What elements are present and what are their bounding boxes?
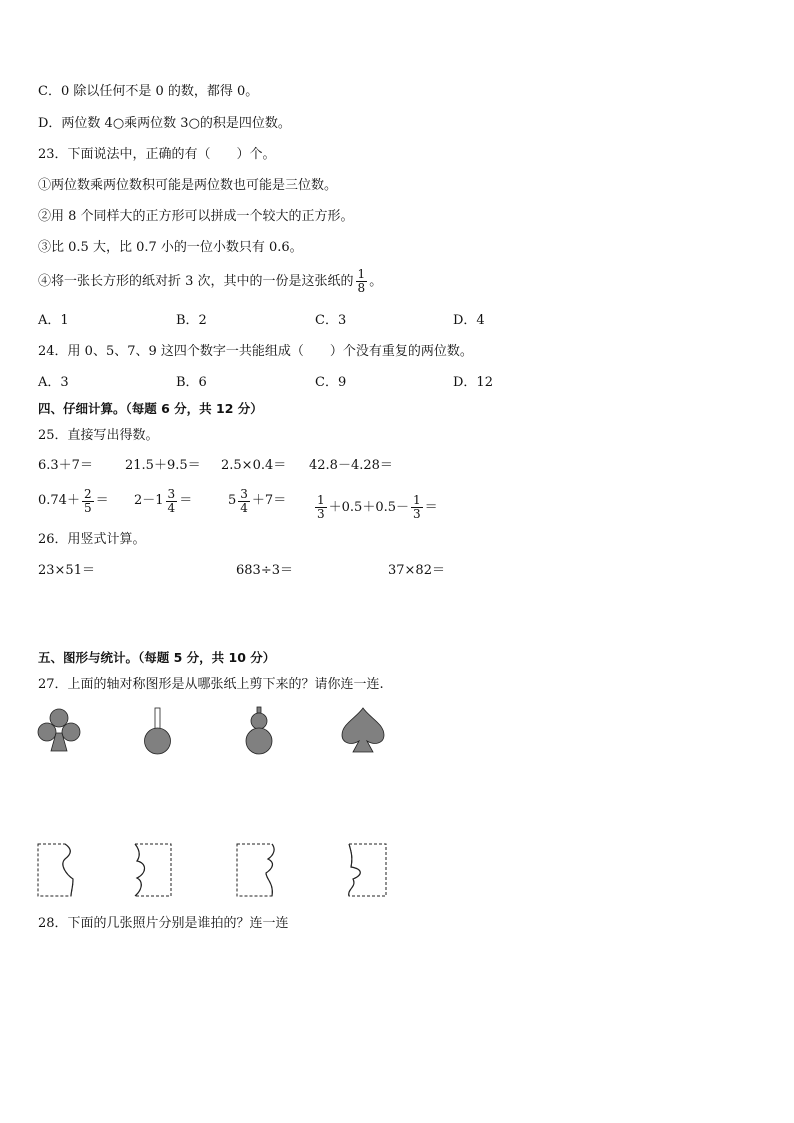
- cut-paper-2: [129, 843, 173, 897]
- expr-text: ＋0.5＋0.5－: [328, 499, 409, 515]
- q26-stem: 26．用竖式计算。: [38, 532, 146, 547]
- q27-stem: 27．上面的轴对称图形是从哪张纸上剪下来的？请你连一连.: [38, 677, 384, 692]
- numerator: 1: [317, 493, 325, 507]
- q23-s4-end: 。: [369, 274, 383, 289]
- expr-text: ＝: [95, 493, 109, 508]
- option-c: C．0 除以任何不是 0 的数，都得 0。: [38, 84, 259, 99]
- expr-text: 0.74＋: [38, 493, 80, 508]
- option-d: D．两位数 4○乘两位数 3○的积是四位数。: [38, 116, 291, 131]
- q26-expr-3: 37×82＝: [388, 563, 445, 578]
- fraction: [82, 488, 94, 515]
- q25-stem: 25．直接写出得数。: [38, 428, 159, 443]
- cut-paper-1: [37, 843, 79, 897]
- denominator: 5: [83, 500, 92, 515]
- numerator: 3: [240, 486, 248, 501]
- q23-s4-text: ④将一张长方形的纸对折 3 次，其中的一份是这张纸的: [38, 274, 354, 289]
- denominator: 4: [240, 500, 248, 515]
- q23-statement-4: [38, 268, 382, 296]
- q25-expr-5: [38, 484, 109, 518]
- fraction: [411, 494, 423, 521]
- q25-expr-6: [134, 484, 192, 518]
- gourd-icon: [240, 706, 278, 756]
- fraction: [166, 488, 178, 515]
- q28-stem: 28．下面的几张照片分别是谁拍的？连一连: [38, 916, 289, 931]
- cut-paper-3: [236, 843, 280, 897]
- denominator: 8: [357, 281, 366, 295]
- cut-paper-4: [343, 843, 389, 897]
- q23-statement-3: ③比 0.5 大，比 0.7 小的一位小数只有 0.6。: [38, 240, 303, 255]
- q25-expr-3: 2.5×0.4＝: [221, 458, 287, 473]
- q23-statement-1: ①两位数乘两位数积可能是两位数也可能是三位数。: [38, 178, 338, 193]
- numerator: 1: [413, 493, 421, 507]
- q24-option-d: D．12: [453, 375, 493, 390]
- q25-expr-1: 6.3＋7＝: [38, 458, 93, 473]
- expr-text: ＝: [424, 499, 438, 515]
- q24-option-b: B．6: [176, 375, 207, 390]
- spade-icon: [340, 706, 386, 756]
- fraction: [315, 494, 327, 521]
- flask-icon: [140, 706, 176, 756]
- q24-stem: 24．用 0、5、7、9 这四个数字一共能组成（ ）个没有重复的两位数。: [38, 344, 473, 359]
- q24-option-a: A．3: [38, 375, 69, 390]
- q26-expr-1: 23×51＝: [38, 563, 95, 578]
- expr-text: 2－1: [134, 493, 164, 508]
- expr-text: ＋7＝: [251, 493, 287, 508]
- expr-text: ＝: [179, 493, 193, 508]
- section4-title: 四、仔细计算。（每题 6 分，共 12 分）: [38, 401, 263, 416]
- q25-expr-8: [313, 484, 438, 525]
- denominator: 4: [167, 500, 176, 515]
- expr-text: 5: [228, 493, 237, 508]
- numerator: 2: [83, 486, 92, 501]
- q23-option-d: D．4: [453, 313, 485, 328]
- fraction: [238, 488, 250, 515]
- denominator: 3: [317, 507, 325, 521]
- q23-stem: 23．下面说法中，正确的有（ ）个。: [38, 147, 276, 162]
- q25-expr-2: 21.5＋9.5＝: [125, 458, 201, 473]
- q26-expr-2: 683÷3＝: [236, 563, 293, 578]
- q23-option-a: A．1: [38, 313, 69, 328]
- q23-statement-2: ②用 8 个同样大的正方形可以拼成一个较大的正方形。: [38, 209, 354, 224]
- numerator: 1: [357, 267, 366, 281]
- denominator: 3: [413, 507, 421, 521]
- club-icon: [36, 706, 82, 756]
- numerator: 3: [167, 486, 176, 501]
- q23-option-b: B．2: [176, 313, 207, 328]
- fraction: [356, 268, 368, 295]
- q25-expr-4: 42.8－4.28＝: [309, 458, 393, 473]
- q25-expr-7: [228, 484, 286, 518]
- section5-title: 五、图形与统计。（每题 5 分，共 10 分）: [38, 650, 276, 665]
- q23-option-c: C．3: [315, 313, 347, 328]
- q24-option-c: C．9: [315, 375, 347, 390]
